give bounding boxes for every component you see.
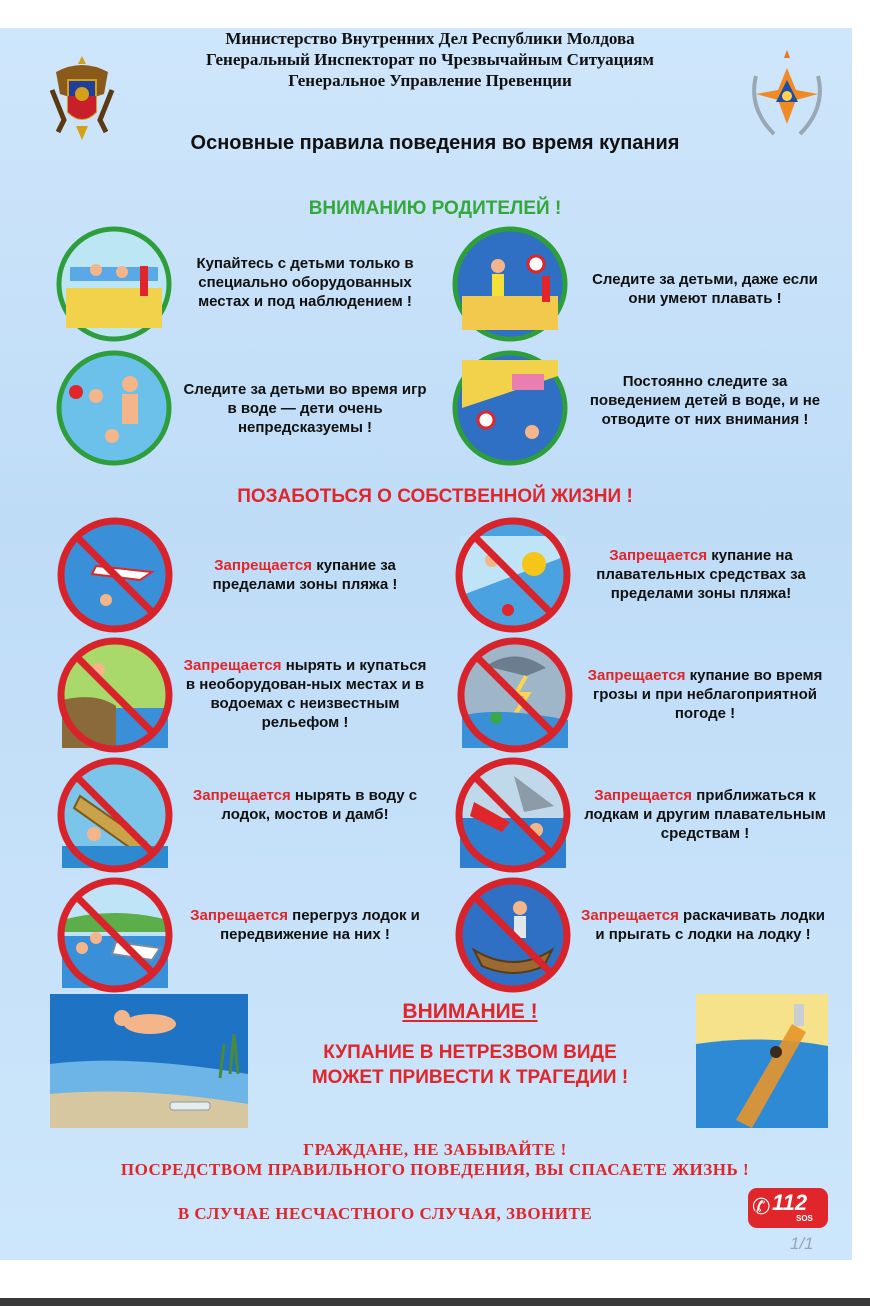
- ban-floating-devices-icon: [454, 516, 572, 634]
- ban-rule-3: [180, 656, 430, 732]
- ban-rule-7: [180, 906, 430, 944]
- constant-watch-illustration: [452, 350, 568, 466]
- bottom-bar: [0, 1298, 870, 1306]
- emergency-sos-label: SOS: [796, 1214, 813, 1223]
- ban-keyword: Запрещается: [183, 657, 282, 674]
- ban-rule-2: [576, 546, 826, 603]
- ban-keyword: Запрещается: [581, 907, 679, 924]
- ban-diving-from-boats-icon: [56, 756, 174, 874]
- attention-title: ВНИМАНИЕ !: [402, 1000, 538, 1023]
- bottle-illustration: [696, 994, 828, 1128]
- emergency-112-badge: [748, 1188, 828, 1228]
- ban-keyword: Запрещается: [214, 557, 313, 574]
- ministry-line-1: Министерство Внутренних Дел Республики Молдова: [225, 29, 635, 48]
- ban-rule-8: [578, 906, 828, 944]
- emergency-service-emblem-icon: [744, 46, 830, 142]
- children-can-swim-illustration: [452, 226, 568, 342]
- ban-storm-weather-icon: [456, 636, 574, 754]
- ban-keyword: Запрещается: [594, 787, 693, 804]
- page-title: Основные правила поведения во время купания: [190, 132, 680, 154]
- ministry-line-3: Генеральное Управление Превенции: [288, 71, 572, 90]
- ban-rule-5-text: нырять в воду с лодок, мостов и дамб!: [221, 787, 418, 823]
- ban-rule-1: [180, 556, 430, 594]
- parents-rule-3: Следите за детьми во время игр в воде — дети очень непредсказуемы !: [183, 381, 427, 436]
- ban-keyword: Запрещается: [190, 907, 288, 924]
- beach-supervision-illustration: [56, 226, 172, 342]
- footer-save-life: ПОСРЕДСТВОМ ПРАВИЛЬНОГО ПОВЕДЕНИЯ, ВЫ СПАСАЕТЕ ЖИЗНЬ !: [120, 1160, 750, 1179]
- phone-icon: ✆: [752, 1194, 771, 1219]
- ban-rule-6-text: приближаться к лодкам и другим плавательным средствам !: [584, 787, 826, 842]
- scrollbar-track[interactable]: [852, 0, 870, 1306]
- ministry-line-2: Генеральный Инспекторат по Чрезвычайным Ситуациям: [205, 50, 655, 69]
- ban-rule-1-text: купание за пределами зоны пляжа !: [212, 557, 398, 593]
- emergency-number: 112: [772, 1190, 808, 1215]
- ban-rocking-boats-icon: [454, 876, 572, 994]
- parents-section-title: ВНИМАНИЮ РОДИТЕЛЕЙ !: [308, 198, 562, 219]
- children-playing-water-illustration: [56, 350, 172, 466]
- ban-rule-4-text: купание во время грозы и при неблагоприятной погоде !: [593, 667, 823, 722]
- attention-warning-text: КУПАНИЕ В НЕТРЕЗВОМ ВИДЕ МОЖЕТ ПРИВЕСТИ К ТРАГЕДИИ !: [311, 1042, 629, 1088]
- ban-rule-8-text: раскачивать лодки и прыгать с лодки на лодку !: [595, 907, 825, 943]
- ban-rule-5: [180, 786, 430, 824]
- ban-swim-outside-zone-icon: [56, 516, 174, 634]
- ban-keyword: Запрещается: [587, 667, 686, 684]
- ban-rule-2-text: купание на плавательных средствах за пределами зоны пляжа!: [596, 547, 806, 602]
- self-care-section-title: ПОЗАБОТЬСЯ О СОБСТВЕННОЙ ЖИЗНИ !: [237, 486, 633, 507]
- parents-rule-2: Следите за детьми, даже если они умеют плавать !: [592, 271, 818, 307]
- parents-rule-1: Купайтесь с детьми только в специально оборудованных местах и под наблюдением !: [196, 255, 414, 310]
- ban-rule-6: [580, 786, 830, 843]
- drunk-swimmer-illustration: [50, 994, 248, 1128]
- footer-call-instruction: В СЛУЧАЕ НЕСЧАСТНОГО СЛУЧАЯ, ЗВОНИТЕ: [177, 1204, 593, 1223]
- parents-rule-4: Постоянно следите за поведением детей в воде, и не отводите от них внимания !: [589, 373, 821, 428]
- page-number: 1/1: [790, 1234, 814, 1253]
- ban-overloading-boats-icon: [56, 876, 174, 994]
- ban-rule-4: [580, 666, 830, 723]
- ministry-header: [130, 28, 730, 91]
- ban-unequipped-places-icon: [56, 636, 174, 754]
- ban-keyword: Запрещается: [192, 787, 291, 804]
- moldova-coat-of-arms-icon: [46, 50, 118, 142]
- ban-keyword: Запрещается: [609, 547, 708, 564]
- ban-rule-3-text: нырять и купаться в необорудован-ных местах и в водоемах с неизвестным рельефом !: [185, 657, 427, 731]
- footer-reminder: ГРАЖДАНЕ, НЕ ЗАБЫВАЙТЕ !: [303, 1140, 567, 1159]
- ban-approaching-boats-icon: [454, 756, 572, 874]
- ban-rule-7-text: перегруз лодок и передвижение на них !: [220, 907, 420, 943]
